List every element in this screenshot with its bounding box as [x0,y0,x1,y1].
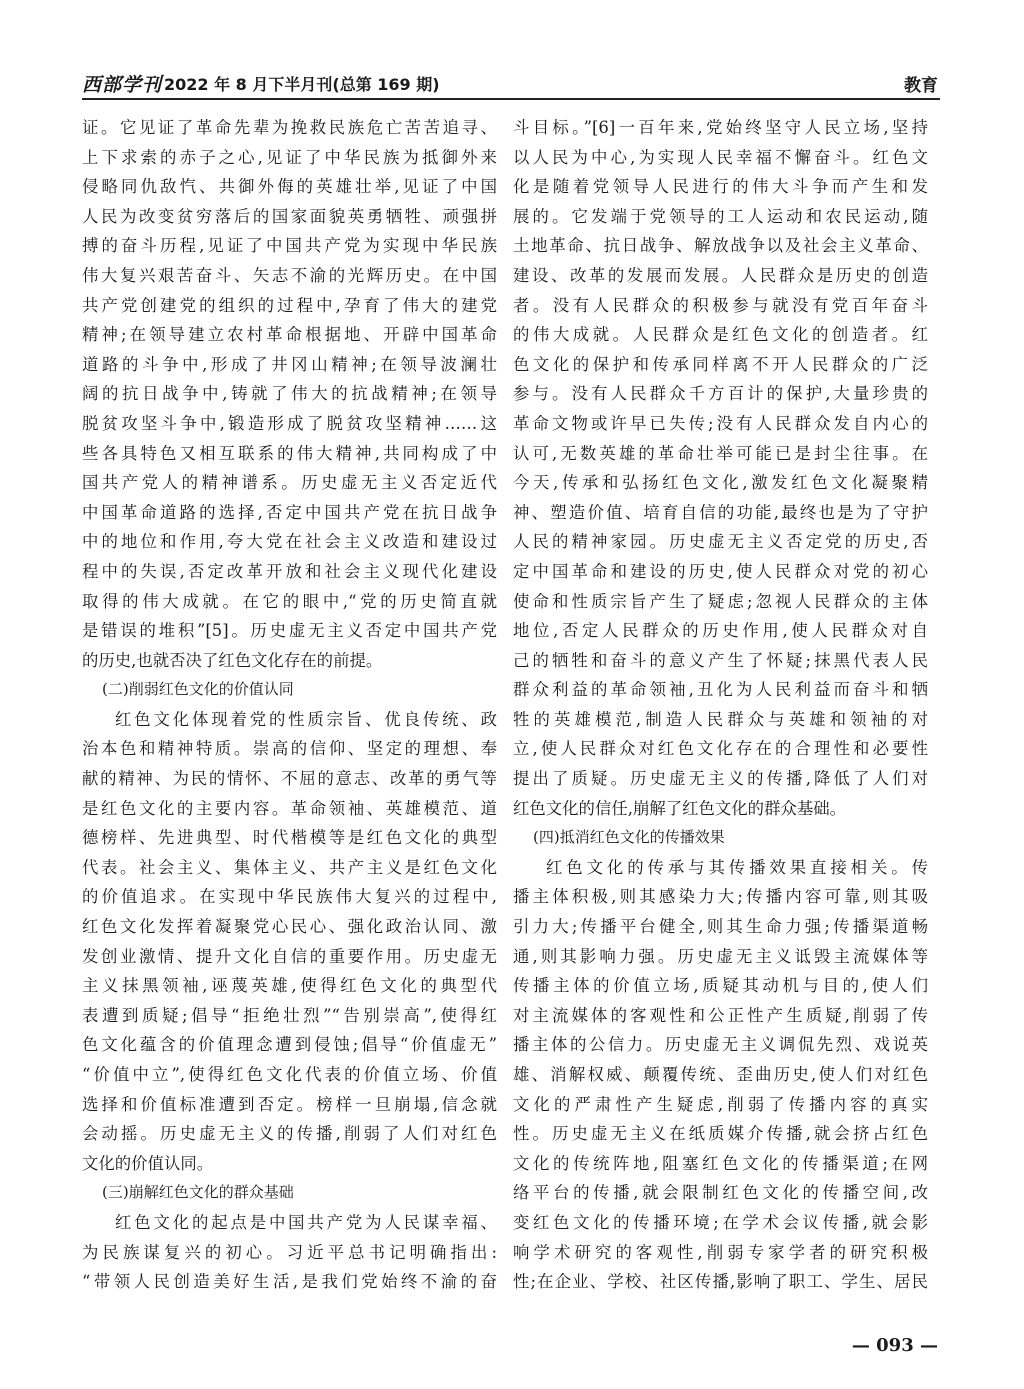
section-name: 教育 [904,76,938,96]
text-line: 脱贫攻坚斗争中,锻造形成了脱贫攻坚精神……这 [82,413,497,433]
text-line: 红色文化的传承与其传播效果直接相关。传 [546,857,928,877]
left-column [82,113,497,1297]
text-line: “价值中立”,使得红色文化代表的价值立场、价值 [82,1065,497,1084]
text-line: 传播主体的价值立场,质疑其动机与目的,使人们 [513,976,928,996]
text-line: 展的。它发端于党领导的工人运动和农民运动,随 [513,206,928,226]
text-line: 中的地位和作用,夸大党在社会主义改造和建设过 [82,532,497,552]
journal-logo: 西部学刊 [82,74,163,96]
text-line: 德榜样、先进典型、时代楷模等是红色文化的典型 [82,828,497,848]
text-line: 性。历史虚无主义在纸质媒介传播,就会挤占红色 [513,1124,928,1144]
text-line: 色文化蕴含的价值理念遭到侵蚀;倡导“价值虚无” [82,1035,497,1055]
text-line: 文化的严肃性产生疑虑,削弱了传播内容的真实 [513,1094,928,1114]
text-line: 己的牺牲和奋斗的意义产生了怀疑;抹黑代表人民 [513,650,928,670]
text-line: 精神;在领导建立农村革命根据地、开辟中国革命 [82,325,497,345]
text-line: 今天,传承和弘扬红色文化,激发红色文化凝聚精 [513,473,928,493]
text-line: 表遭到质疑;倡导“拒绝壮烈”“告别崇高”,使得红 [82,1005,497,1025]
text-line: 参与。没有人民群众千方百计的保护,大量珍贵的 [513,384,928,404]
text-line: 代表。社会主义、集体主义、共产主义是红色文化 [82,857,497,877]
section-subheading: (二)削弱红色文化的价值认同 [102,680,294,699]
text-line: 提出了质疑。历史虚无主义的传播,降低了人们对 [513,769,928,789]
text-line: 选择和价值标准遭到否定。榜样一旦崩塌,信念就 [82,1094,497,1114]
text-line: 人民为改变贫穷落后的国家面貌英勇牺牲、顽强拼 [82,206,497,226]
text-line: 色文化的保护和传承同样离不开人民群众的广泛 [513,354,928,374]
text-line: 变红色文化的传播环境;在学术会议传播,就会影 [513,1212,928,1232]
section-subheading: (三)崩解红色文化的群众基础 [102,1183,294,1202]
text-line: 牲的英雄模范,制造人民群众与英雄和领袖的对 [513,709,928,729]
page-header [82,68,940,100]
text-line: 者。没有人民群众的积极参与就没有党百年奋斗 [513,295,928,315]
text-line: 定中国革命和建设的历史,使人民群众对党的初心 [513,561,928,581]
text-line: 播主体的公信力。历史虚无主义调侃先烈、戏说英 [513,1035,928,1055]
text-line: 侵略同仇敌忾、共御外侮的英雄壮举,见证了中国 [82,177,497,197]
text-line: 的历史,也就否决了红色文化存在的前提。 [82,650,383,670]
text-line: 群众利益的革命领袖,丑化为人民利益而奋斗和牺 [513,680,928,700]
text-line: 发创业激情、提升文化自信的重要作用。历史虚无 [82,946,497,966]
text-line: 红色文化发挥着凝聚党心民心、强化政治认同、激 [82,917,497,937]
text-line: 土地革命、抗日战争、解放战争以及社会主义革命、 [513,236,928,256]
text-line: 是红色文化的主要内容。革命领袖、英雄模范、道 [82,798,497,818]
text-line: 阔的抗日战争中,铸就了伟大的抗战精神;在领导 [82,384,497,404]
text-line: 治本色和精神特质。崇高的信仰、坚定的理想、奉 [82,739,497,759]
text-line: 的伟大成就。人民群众是红色文化的创造者。红 [513,325,928,345]
text-line: 雄、消解权威、颠覆传统、歪曲历史,使人们对红色 [513,1065,928,1084]
text-line: 主义抹黑领袖,诬蔑英雄,使得红色文化的典型代 [82,976,497,996]
text-line: 为民族谋复兴的初心。习近平总书记明确指出: [82,1242,497,1262]
text-line: 文化的传统阵地,阻塞红色文化的传播渠道;在网 [513,1153,928,1173]
text-line: 搏的奋斗历程,见证了中国共产党为实现中华民族 [82,236,497,256]
text-line: 证。它见证了革命先辈为挽救民族危亡苦苦追寻、 [82,118,497,137]
text-line: 神、塑造价值、培育自信的功能,最终也是为了守护 [513,502,928,522]
text-line: 献的精神、为民的情怀、不屈的意志、改革的勇气等 [82,769,497,789]
text-line: 红色文化的信任,崩解了红色文化的群众基础。 [513,798,847,818]
text-line: 响学术研究的客观性,削弱专家学者的研究积极 [513,1242,928,1262]
text-line: 伟大复兴艰苦奋斗、矢志不渝的光辉历史。在中国 [82,265,497,285]
section-subheading: (四)抵消红色文化的传播效果 [533,828,725,847]
text-line: 对主流媒体的客观性和公正性产生质疑,削弱了传 [513,1005,928,1025]
text-line: 中国革命道路的选择,否定中国共产党在抗日战争 [82,502,497,522]
text-line: 立,使人民群众对红色文化存在的合理性和必要性 [513,739,928,759]
right-column [513,113,928,1297]
text-line: 的价值追求。在实现中华民族伟大复兴的过程中, [82,887,497,907]
text-line: 革命文物或许早已失传;没有人民群众发自内心的 [513,413,928,433]
text-line: 使命和性质宗旨产生了疑虑;忽视人民群众的主体 [513,591,928,611]
text-line: 是错误的堆积”[5]。历史虚无主义否定中国共产党 [82,621,497,641]
text-line: 程中的失误,否定改革开放和社会主义现代化建设 [82,561,497,581]
text-line: 斗目标。”[6]一百年来,党始终坚守人民立场,坚持 [513,118,928,137]
text-line: 共产党创建党的组织的过程中,孕育了伟大的建党 [82,295,497,315]
text-line: 道路的斗争中,形成了井冈山精神;在领导波澜壮 [82,354,497,374]
text-line: 化是随着党领导人民进行的伟大斗争而产生和发 [513,177,928,197]
text-line: 建设、改革的发展而发展。人民群众是历史的创造 [513,265,928,285]
text-line: 络平台的传播,就会限制红色文化的传播空间,改 [513,1183,928,1203]
text-line: 红色文化体现着党的性质宗旨、优良传统、政 [115,709,497,729]
issue-info: 2022 年 8 月下半月刊(总第 169 期) [164,75,440,94]
text-line: 人民的精神家园。历史虚无主义否定党的历史,否 [513,532,928,552]
text-line: 以人民为中心,为实现人民幸福不懈奋斗。红色文 [513,147,928,167]
page-number: — 093 — [851,1335,938,1356]
text-line: 地位,否定人民群众的历史作用,使人民群众对自 [513,621,928,641]
text-line: 国共产党人的精神谱系。历史虚无主义否定近代 [82,473,497,493]
text-line: 红色文化的起点是中国共产党为人民谋幸福、 [115,1212,497,1232]
text-line: 上下求索的赤子之心,见证了中华民族为抵御外来 [82,147,497,167]
text-line: 认可,无数英雄的革命壮举可能已是封尘往事。在 [513,443,928,463]
text-line: 性;在企业、学校、社区传播,影响了职工、学生、居民 [513,1272,928,1292]
text-line: 取得的伟大成就。在它的眼中,“党的历史简直就 [82,591,497,611]
text-line: “带领人民创造美好生活,是我们党始终不渝的奋 [82,1272,497,1292]
text-line: 文化的价值认同。 [82,1153,214,1173]
text-line: 引力大;传播平台健全,则其生命力强;传播渠道畅 [513,917,928,937]
text-line: 通,则其影响力强。历史虚无主义诋毁主流媒体等 [513,946,928,966]
text-line: 会动摇。历史虚无主义的传播,削弱了人们对红色 [82,1124,497,1144]
text-line: 些各具特色又相互联系的伟大精神,共同构成了中 [82,443,497,463]
text-line: 播主体积极,则其感染力大;传播内容可靠,则其吸 [513,887,928,907]
